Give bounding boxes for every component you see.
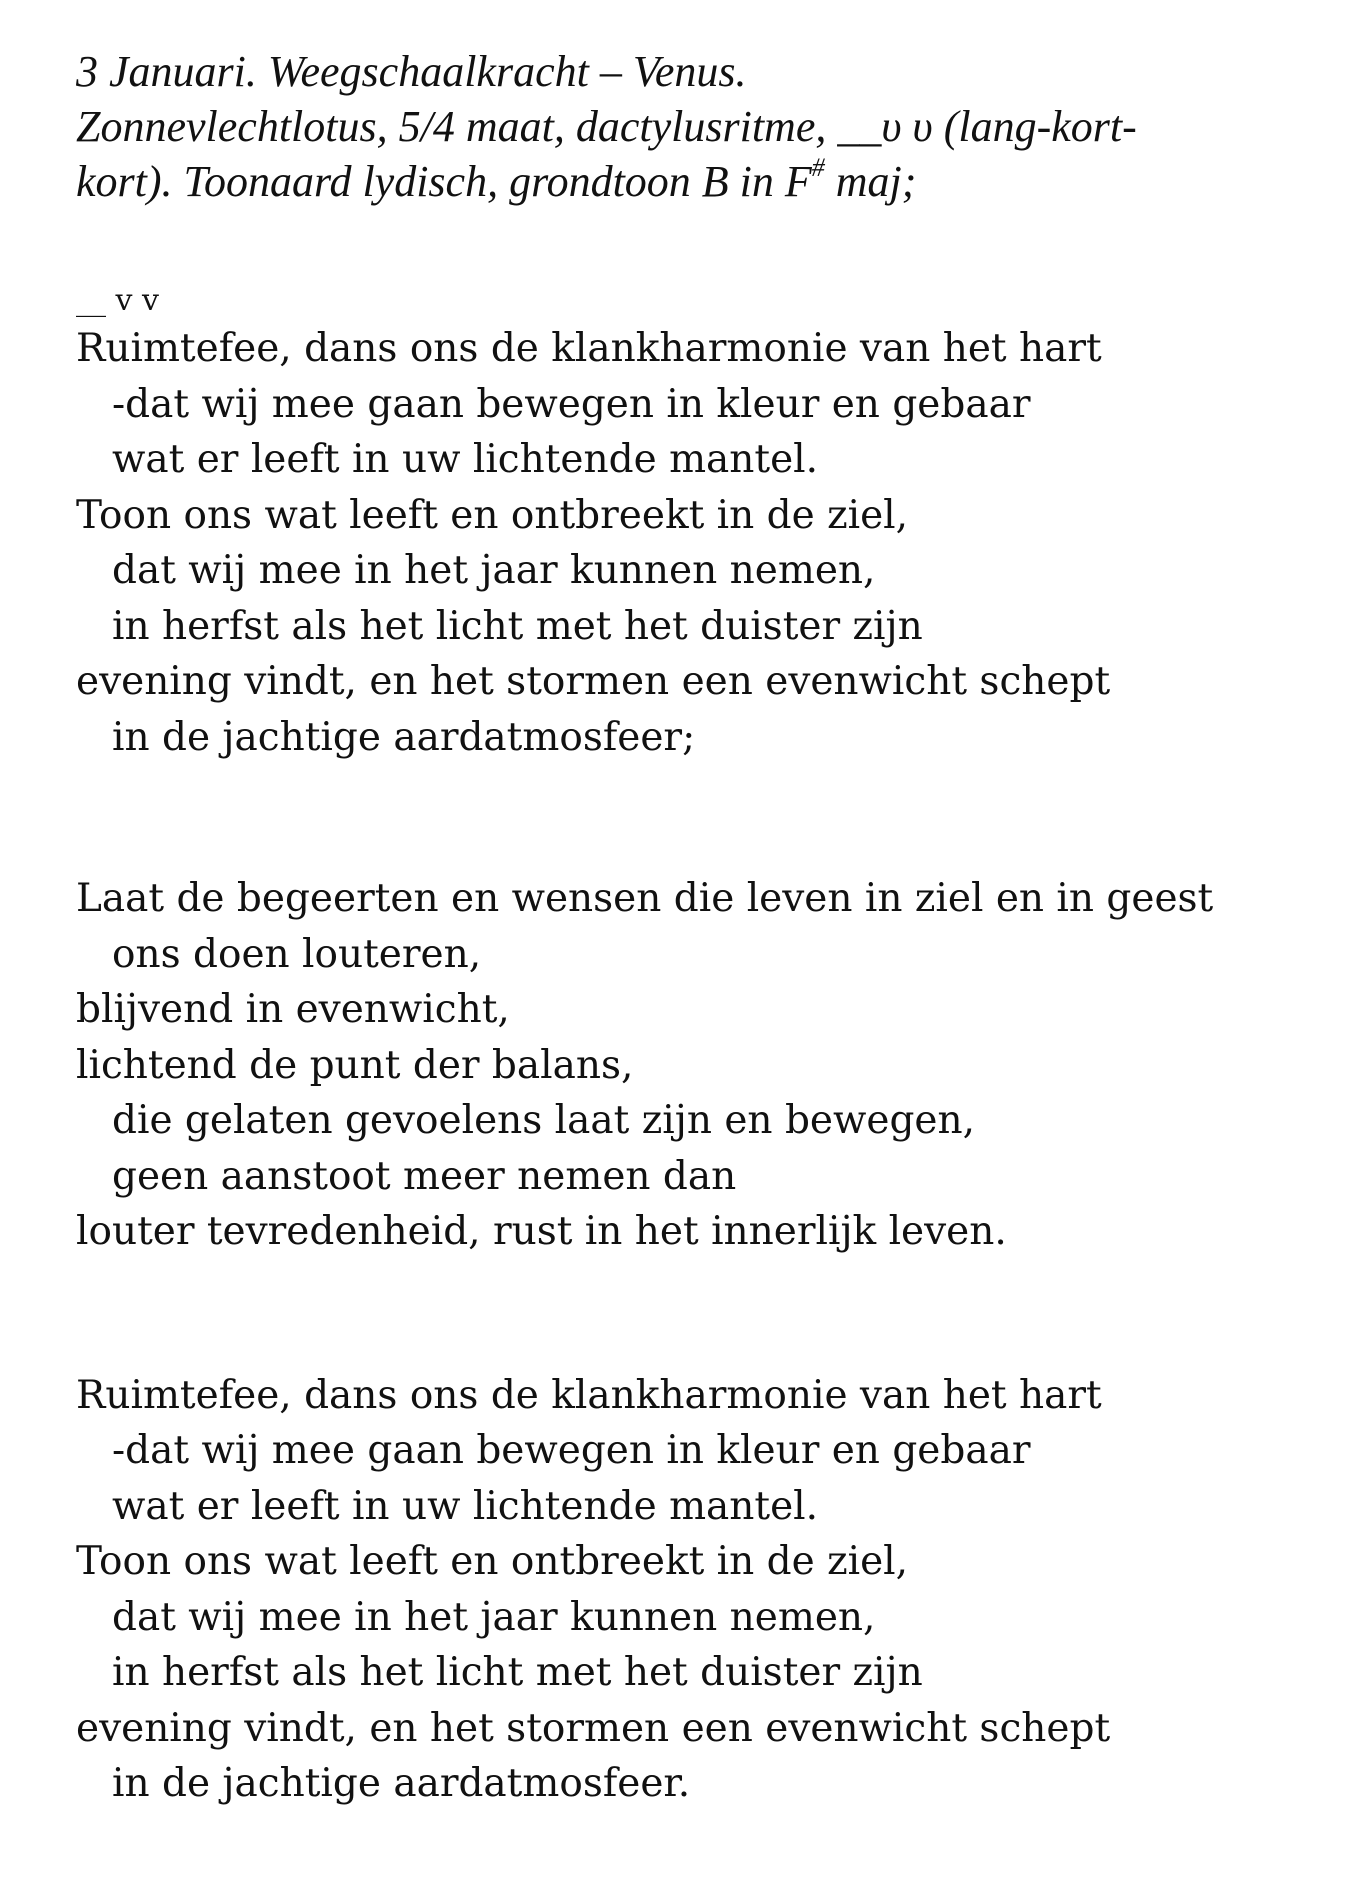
verse-line: in de jachtige aardatmosfeer. [112,1761,691,1806]
verse-line: -dat wij mee gaan bewegen in kleur en gebaar [112,381,1031,427]
verse-line: Toon ons wat leeft en ontbreekt in de ziel, [76,1539,909,1584]
verse-line: louter tevredenheid, rust in het innerlijk leven. [76,1209,1007,1254]
verse-line: wat er leeft in uw lichtende mantel. [112,1483,819,1529]
verse-line: evening vindt, en het stormen een evenwicht schept [76,659,1111,704]
verse-line: Laat de begeerten en wensen die leven in ziel en in geest [76,876,1214,921]
sharp-sign: # [811,153,825,182]
verse-line: in herfst als het licht met het duister zijn [112,603,923,649]
verse-line: ons doen louteren, [112,931,482,977]
verse-line: wat er leeft in uw lichtende mantel. [112,437,819,482]
header-line-meter: Zonnevlechtlotus, 5/4 maat, dactylusritme, __υ υ (lang-kort- [76,102,1137,151]
verse-line: lichtend de punt der balans, [76,1042,634,1088]
header-line-key [76,154,1316,209]
header-key-mode: maj; [824,157,917,206]
verse-line: in herfst als het licht met het duister zijn [112,1650,923,1695]
verse-line: in de jachtige aardatmosfeer; [112,714,696,760]
stanza-3 [76,1368,1316,1812]
header-key-text: kort). Toonaard lydisch, grondtoon B in F [76,157,812,206]
verse-line: evening vindt, en het stormen een evenwicht schept [76,1705,1111,1751]
verse-line: Ruimtefee, dans ons de klankharmonie van het hart [76,1372,1102,1418]
stanza-1 [76,321,1316,765]
verse-line: Toon ons wat leeft en ontbreekt in de ziel, [76,492,909,538]
meter-notation: __ v v [76,283,159,318]
verse-line: geen aanstoot meer nemen dan [112,1153,737,1199]
verse-line: -dat wij mee gaan bewegen in kleur en gebaar [112,1428,1031,1473]
verse-line: dat wij mee in het jaar kunnen nemen, [112,1594,876,1640]
header-line-date: 3 Januari. Weegschaalkracht – Venus. [76,47,747,96]
verse-line: dat wij mee in het jaar kunnen nemen, [112,548,876,593]
verse-line: blijvend in evenwicht, [76,987,510,1032]
verse-line: die gelaten gevoelens laat zijn en bewegen, [112,1098,976,1143]
poem-page [76,44,1316,1812]
stanza-2 [76,871,1316,1260]
verse-line: Ruimtefee, dans ons de klankharmonie van het hart [76,326,1102,371]
poem-header [76,44,1316,209]
